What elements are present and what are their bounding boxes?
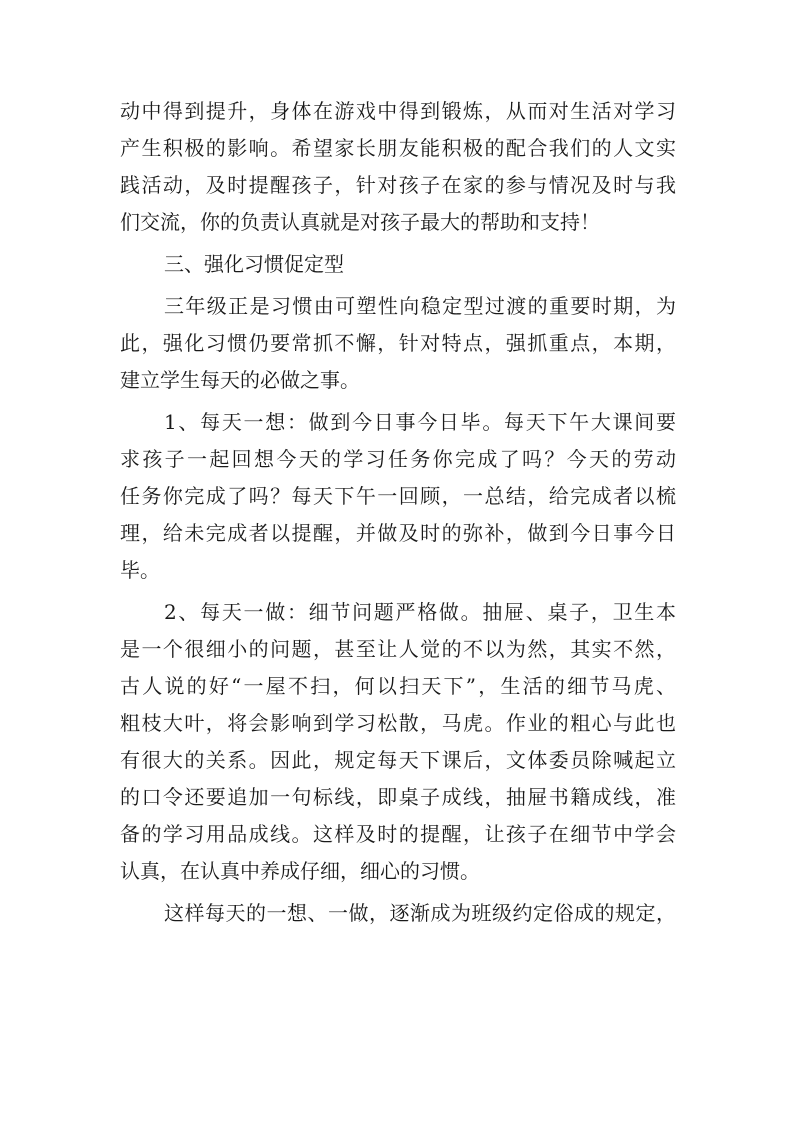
text-line: 产生积极的影响。希望家长朋友能积极的配合我们的人文实 [120, 136, 676, 160]
text-line: 求孩子一起回想今天的学习任务你完成了吗？今天的劳动 [120, 447, 676, 471]
text-line: 三年级正是习惯由可塑性向稳定型过渡的重要时期，为 [164, 294, 676, 318]
text-line: 理，给未完成者以提醒，并做及时的弥补，做到今日事今日 [120, 521, 676, 545]
paragraph [120, 288, 676, 399]
paragraph [120, 895, 676, 932]
heading-text: 三、强化习惯促定型 [164, 252, 344, 276]
paragraph [120, 594, 676, 890]
text-line: 这样每天的一想、一做，逐渐成为班级约定俗成的规定， [164, 901, 676, 925]
document-body [120, 93, 676, 932]
section-heading [120, 246, 676, 283]
text-line: 此，强化习惯仍要常抓不懈，针对特点，强抓重点，本期， [120, 331, 676, 355]
text-line: 备的学习用品成线。这样及时的提醒，让孩子在细节中学会 [120, 822, 676, 846]
text-line: 1、每天一想：做到今日事今日毕。每天下午大课间要 [164, 410, 676, 434]
text-line: 动中得到提升，身体在游戏中得到锻炼，从而对生活对学习 [120, 99, 676, 123]
text-line: 任务你完成了吗？每天下午一回顾，一总结，给完成者以梳 [120, 484, 676, 508]
text-line: 2、每天一做：细节问题严格做。抽屉、桌子，卫生本 [164, 600, 676, 624]
text-line: 的口令还要追加一句标线，即桌子成线，抽屉书籍成线，准 [120, 785, 676, 809]
text-line: 认真，在认真中养成仔细，细心的习惯。 [120, 859, 480, 883]
text-line: 建立学生每天的必做之事。 [120, 368, 360, 392]
text-line: 是一个很细小的问题，甚至让人觉的不以为然，其实不然， [120, 637, 676, 661]
text-line: 毕。 [120, 558, 160, 582]
text-line: 践活动，及时提醒孩子，针对孩子在家的参与情况及时与我 [120, 173, 676, 197]
text-line: 们交流，你的负责认真就是对孩子最大的帮助和支持！ [120, 210, 600, 234]
paragraph [120, 404, 676, 589]
text-line: 粗枝大叶，将会影响到学习松散，马虎。作业的粗心与此也 [120, 711, 676, 735]
text-line: 有很大的关系。因此，规定每天下课后，文体委员除喊起立 [120, 748, 676, 772]
text-line: 古人说的好“一屋不扫，何以扫天下”，生活的细节马虎、 [120, 674, 676, 698]
paragraph [120, 93, 676, 241]
